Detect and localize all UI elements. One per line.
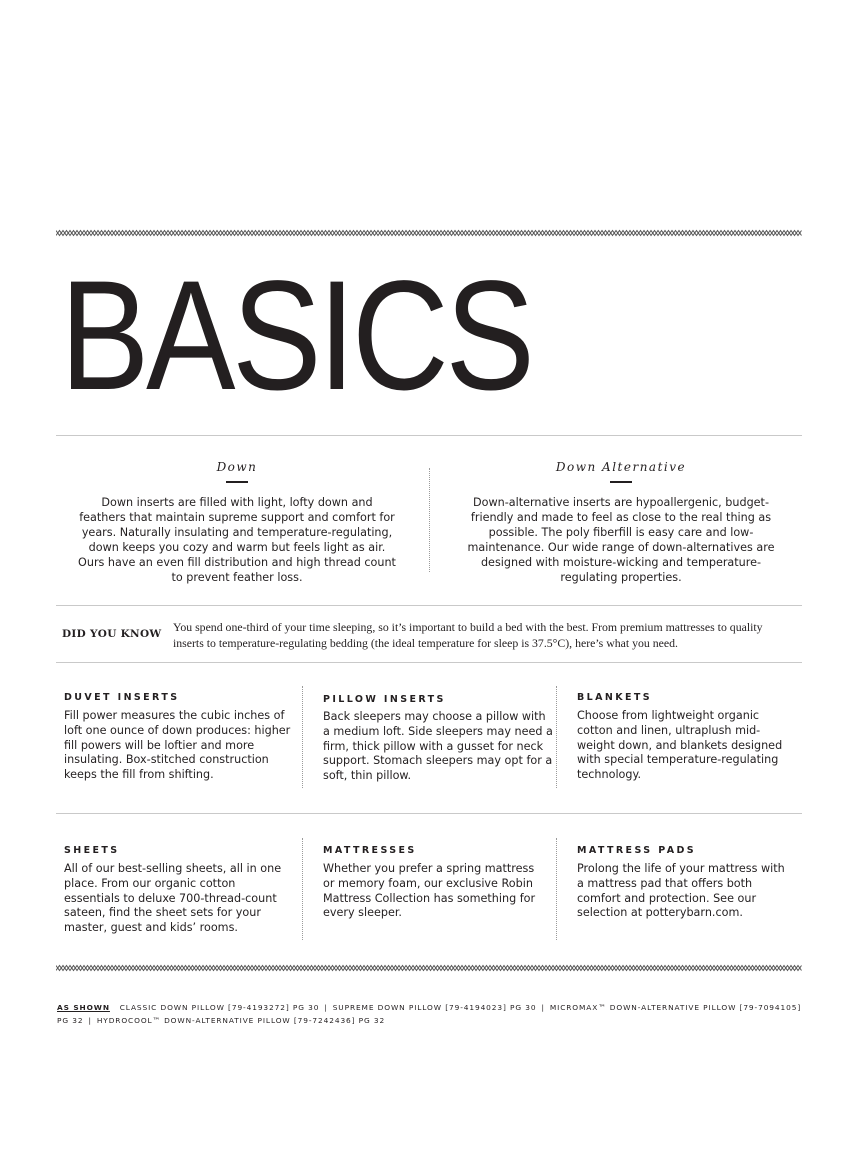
down-heading-rule <box>226 481 248 483</box>
footer-item: CLASSIC DOWN PILLOW [79-4193272] PG 30 <box>119 1003 320 1012</box>
down-alternative-heading-rule <box>610 481 632 483</box>
as-shown-footer <box>57 1001 802 1027</box>
mattress-pads-heading: MATTRESS PADS <box>577 845 696 856</box>
pillow-inserts-text: Back sleepers may choose a pillow with a medium loft. Side sleepers may need a firm, thick pillow with a gusset for neck support. Stomach sleepers may opt for a soft, thin pillow. <box>323 710 553 783</box>
footer-separator: | <box>324 1003 328 1012</box>
duvet-inserts-text: Fill power measures the cubic inches of loft one ounce of down produces: higher fill powers will be loftier and more insulating. Box-stitched construction keeps the fill from shifting. <box>64 709 291 782</box>
down-alternative-description: Down-alternative inserts are hypoallergenic, budget-friendly and made to feel as close to the real thing as possible. The poly fiberfill is easy care and low-maintenance. Our wide range of down-alternatives are designed with moisture-wicking and temperature-regulating properties. <box>467 496 775 584</box>
down-heading: Down <box>216 460 258 474</box>
sheets-text: All of our best-selling sheets, all in one place. From our organic cotton essentials to deluxe 700-thread-count sateen, find the sheet sets for your master, guest and kids’ rooms. <box>64 862 282 935</box>
divider-dyk-top <box>56 605 802 606</box>
footer-separator: | <box>88 1016 92 1025</box>
grid-divider-1b <box>556 686 557 788</box>
intro-column-divider <box>429 468 430 572</box>
as-shown-label: AS SHOWN <box>57 1003 110 1012</box>
grid-divider-2b <box>556 838 557 940</box>
bottom-zigzag-border <box>56 964 802 972</box>
mattresses-heading: MATTRESSES <box>323 845 417 856</box>
footer-item: SUPREME DOWN PILLOW [79-4194023] PG 30 <box>332 1003 537 1012</box>
pillow-inserts-heading: PILLOW INSERTS <box>323 694 446 705</box>
blankets-text: Choose from lightweight organic cotton and linen, ultraplush mid-weight down, and blankets designed with special temperature-regulating technology. <box>577 709 783 782</box>
divider-grid-middle <box>56 813 802 814</box>
grid-divider-1a <box>302 686 303 788</box>
down-description: Down inserts are filled with light, lofty down and feathers that maintain supreme support and comfort for years. Naturally insulating and temperature-regulating, down keeps you cozy and warm but feels light as air. Ours have an even fill distribution and high thread count to prevent feather loss. <box>78 496 396 584</box>
footer-item: HYDROCOOL™ DOWN-ALTERNATIVE PILLOW [79-7242436] PG 32 <box>96 1016 386 1025</box>
did-you-know-text: You spend one-third of your time sleeping, so it’s important to build a bed with the best. From premium mattresses to quality inserts to temperature-regulating bedding (the ideal temperature for sleep is 37.5°C), here’s what you need. <box>173 620 763 650</box>
grid-divider-2a <box>302 838 303 940</box>
sheets-heading: SHEETS <box>64 845 120 856</box>
down-alternative-heading: Down Alternative <box>555 460 687 474</box>
page-title: BASICS <box>60 249 532 423</box>
top-zigzag-border <box>56 229 802 237</box>
footer-separator: | <box>541 1003 545 1012</box>
blankets-heading: BLANKETS <box>577 692 652 703</box>
divider-dyk-bottom <box>56 662 802 663</box>
mattress-pads-text: Prolong the life of your mattress with a mattress pad that offers both comfort and protection. See our selection at potterybarn.com. <box>577 862 785 920</box>
duvet-inserts-heading: DUVET INSERTS <box>64 692 180 703</box>
divider-top <box>56 435 802 436</box>
mattresses-text: Whether you prefer a spring mattress or memory foam, our exclusive Robin Mattress Collection has something for every sleeper. <box>323 862 536 920</box>
did-you-know-label: DID YOU KNOW <box>62 628 162 640</box>
footer-item: MICROMAX™ DOWN-ALTERNATIVE PILLOW [79-7094105] PG 32 <box>57 1003 802 1025</box>
